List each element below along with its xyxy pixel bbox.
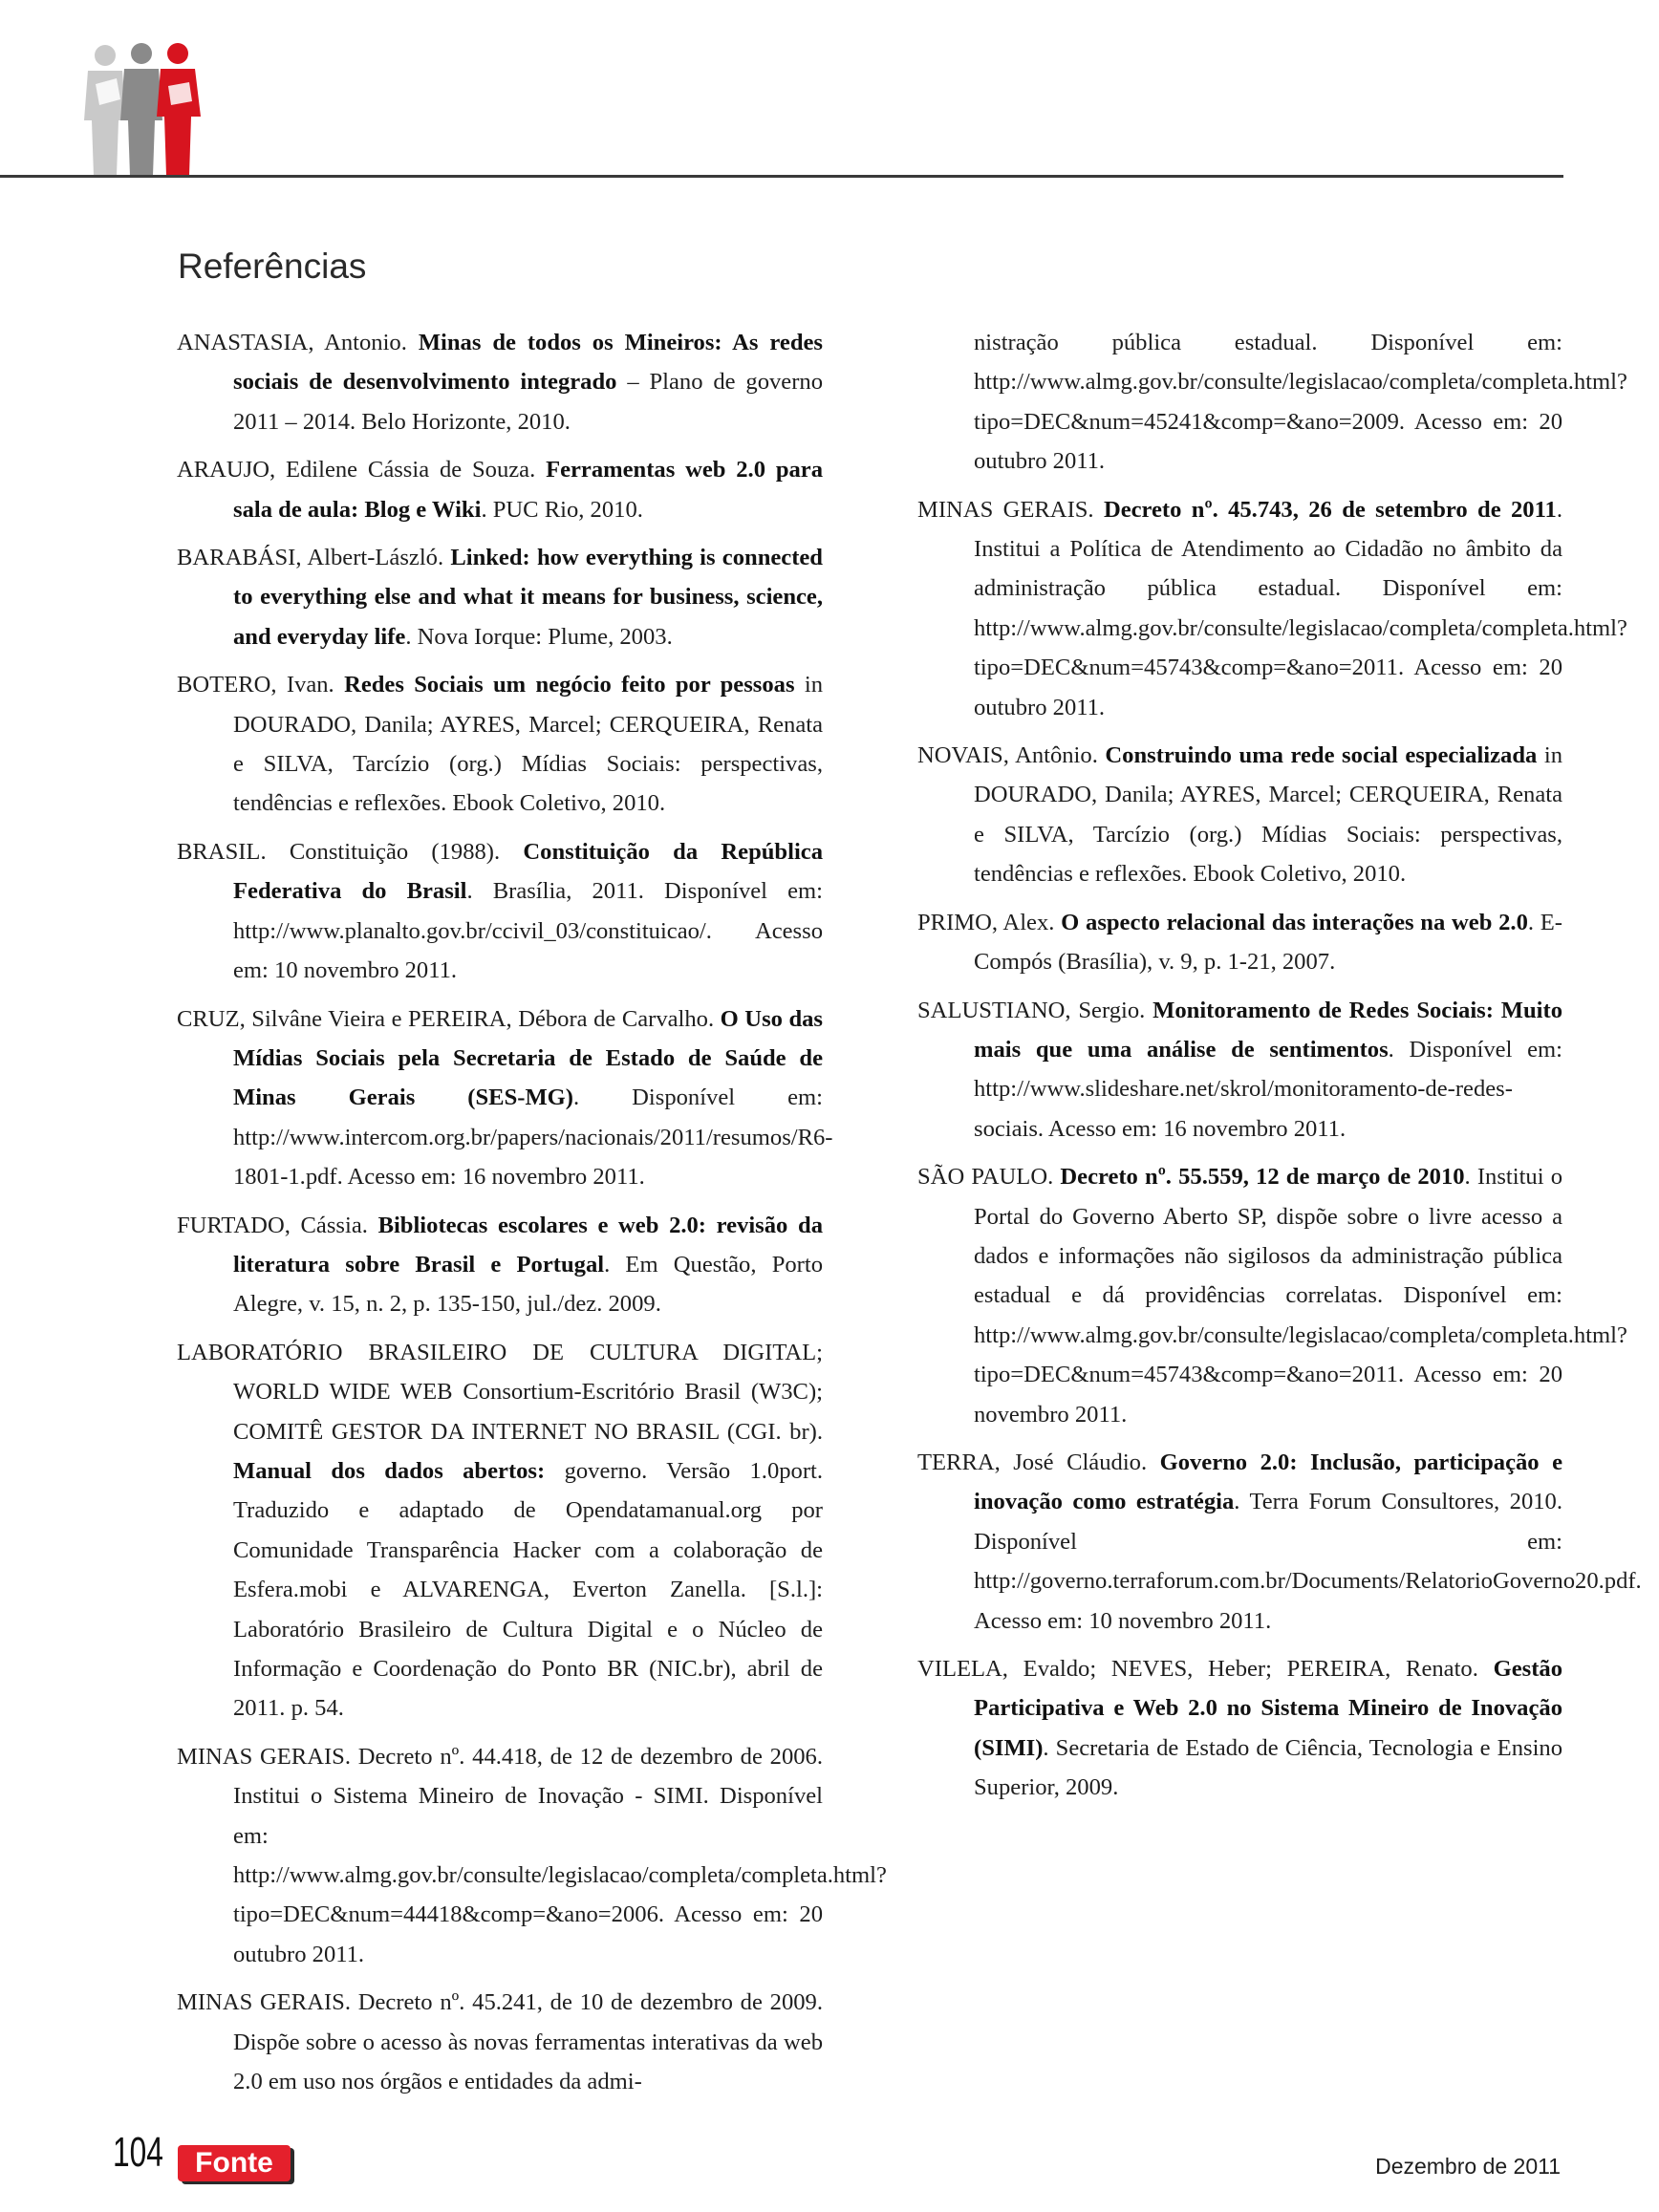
reference-entry-continuation: nistração pública estadual. Disponível em: http://www.almg.gov.br/consulte/legislacao/completa/completa.html?tipo=DEC&num=45241&comp=&ano=2009. Acesso em: 20 outubro 2011.	[974, 330, 1627, 475]
reference-entry: PRIMO, Alex. O aspecto relacional das interações na web 2.0. E- Compós (Brasília), v. 9, p. 1-21, 2007.	[917, 909, 1562, 976]
page-number: 104	[113, 2129, 163, 2176]
reference-entry: NOVAIS, Antônio. Construindo uma rede social especializada in DOURADO, Danila; AYRES, Marcel; CERQUEIRA, Renata e SILVA, Tarcízio (org.) Mídias Sociais: perspectivas, tendências e reflexões. Ebook Coletivo, 2010.	[917, 742, 1563, 888]
references-column-right	[917, 323, 1642, 1816]
reference-entry: BRASIL. Constituição (1988). Constituição da República Federativa do Brasil. Brasília, 2011. Disponível em: http://www.planalto.gov.br/ccivil_03/constituicao/. Acesso em: 10 novembro 2011.	[177, 838, 823, 984]
reference-entry: ANASTASIA, Antonio. Minas de todos os Mineiros: As redes sociais de desenvolvimento integrado – Plano de governo 2011 – 2014. Belo Horizonte, 2010.	[177, 330, 824, 435]
reference-entry: VILELA, Evaldo; NEVES, Heber; PEREIRA, Renato. Gestão Participativa e Web 2.0 no Sistema Mineiro de Inovação (SIMI). Secretaria de Estado de Ciência, Tecnologia e Ensino Superior, 2009.	[917, 1656, 1562, 1801]
reference-entry: BOTERO, Ivan. Redes Sociais um negócio feito por pessoas in DOURADO, Danila; AYRES, Marcel; CERQUEIRA, Renata e SILVA, Tarcízio (org.) Mídias Sociais: perspectivas, tendências e reflexões. Ebook Coletivo, 2010.	[177, 672, 824, 817]
reference-entry: MINAS GERAIS. Decreto nº. 45.743, 26 de setembro de 2011. Institui a Política de Atendimento ao Cidadão no âmbito da administração pública estadual. Disponível em: http://www.almg.gov.br/consulte/legislacao/completa/completa.html?tipo=DEC&num=45743&comp=&ano=2011. Acesso em: 20 outubro 2011.	[917, 496, 1627, 720]
reference-entry: MINAS GERAIS. Decreto nº. 44.418, de 12 de dezembro de 2006. Institui o Sistema Mineiro de Inovação - SIMI. Disponível em: http://www.almg.gov.br/consulte/legislacao/completa/completa.html?tipo=DEC&num=44418&comp=&ano=2006. Acesso em: 20 outubro 2011.	[177, 1743, 887, 1967]
references-column-left	[177, 323, 887, 2110]
reference-entry: CRUZ, Silvâne Vieira e PEREIRA, Débora de Carvalho. O Uso das Mídias Sociais pela Secretaria de Estado de Saúde de Minas Gerais (SES-MG). Disponível em: http://www.intercom.org.br/papers/nacionais/2011/resumos/R6-1801-1.pdf. Acesso em: 16 novembro 2011.	[177, 1005, 833, 1191]
reference-entry: MINAS GERAIS. Decreto nº. 45.241, de 10 de dezembro de 2009. Dispõe sobre o acesso às novas ferramentas interativas da web 2.0 em uso nos órgãos e entidades da admi-	[177, 1989, 823, 2095]
reference-entry: FURTADO, Cássia. Bibliotecas escolares e web 2.0: revisão da literatura sobre Brasil e Portugal. Em Questão, Porto Alegre, v. 15, n. 2, p. 135-150, jul./dez. 2009.	[177, 1212, 823, 1318]
reference-entry: TERRA, José Cláudio. Governo 2.0: Inclusão, participação e inovação como estratégia. Terra Forum Consultores, 2010. Disponível em: http://governo.terraforum.com.br/Documents/RelatorioGoverno20.pdf. Acesso em: 10 novembro 2011.	[917, 1449, 1642, 1634]
issue-date: Dezembro de 2011	[1375, 2154, 1561, 2179]
reference-entry: LABORATÓRIO BRASILEIRO DE CULTURA DIGITAL; WORLD WIDE WEB Consortium-Escritório Brasil (W3C); COMITÊ GESTOR DA INTERNET NO BRASIL (CGI. br). Manual dos dados abertos: governo. Versão 1.0port. Traduzido e adaptado de Opendatamanual.org por Comunidade Transparência Hacker com a colaboração de Esfera.mobi e ALVARENGA, Everton Zanella. [S.l.]: Laboratório Brasileiro de Cultura Digital e o Núcleo de Informação e Coordenação do Ponto BR (NIC.br), abril de 2011. p. 54.	[177, 1339, 824, 1722]
section-heading: Referências	[178, 247, 367, 286]
reference-entry: BARABÁSI, Albert-László. Linked: how everything is connected to everything else and what it means for business, science, and everyday life. Nova Iorque: Plume, 2003.	[177, 545, 823, 650]
reference-entry: SÃO PAULO. Decreto nº. 55.559, 12 de março de 2010. Institui o Portal do Governo Aberto SP, dispõe sobre o livre acesso a dados e informações não sigilosos da administração pública estadual e dá providências correlatas. Disponível em: http://www.almg.gov.br/consulte/legislacao/completa/completa.html?tipo=DEC&num=45743&comp=&ano=2011. Acesso em: 20 novembro 2011.	[917, 1164, 1627, 1428]
magazine-logo: Fonte	[178, 2145, 291, 2181]
header-rule	[0, 175, 1563, 178]
reference-entry: SALUSTIANO, Sergio. Monitoramento de Redes Sociais: Muito mais que uma análise de sentimentos. Disponível em: http://www.slideshare.net/skrol/monitoramento-de-redes-sociais. Acesso em: 16 novembro 2011.	[917, 997, 1562, 1142]
people-logo-icon	[78, 42, 222, 176]
reference-entry: ARAUJO, Edilene Cássia de Souza. Ferramentas web 2.0 para sala de aula: Blog e Wiki. PUC Rio, 2010.	[177, 457, 824, 523]
